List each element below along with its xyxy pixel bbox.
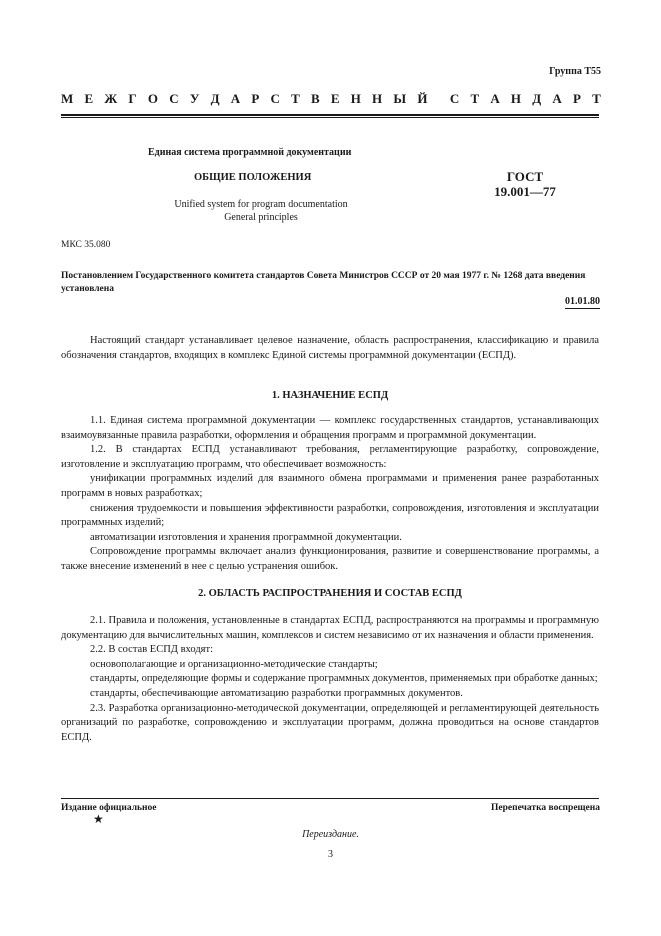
banner-letter: Н [350, 91, 361, 106]
official-edition: Издание официальное [61, 803, 157, 813]
banner-letter: Р [251, 91, 260, 106]
reissue-note: Переиздание. [302, 829, 359, 840]
interstate-standard-banner [61, 91, 601, 107]
section-1-body [61, 414, 599, 575]
english-title-line-2: General principles [224, 212, 298, 223]
section-2-body [61, 614, 599, 745]
english-title [160, 198, 362, 224]
banner-letter: М [61, 91, 74, 106]
list-item-automation: автоматизации изготовления и хранения программной документации. [90, 531, 402, 543]
english-title-line-1: Unified system for program documentation [174, 199, 348, 210]
banner-letter: Д [532, 91, 542, 106]
banner-letter: Р [573, 91, 581, 106]
list-item-forms: стандарты, определяющие формы и содержание программных документов, применяемых при обработке данных; [90, 673, 598, 685]
gost-label: ГОСТ [506, 169, 544, 184]
banner-letter: Н [372, 91, 383, 106]
gost-number: 19.001—77 [494, 184, 556, 199]
intro-text: Настоящий стандарт устанавливает целевое назначение, область распространения, классификацию и правила обозначения стандартов, входящих в комплекс Единой системы программной документации (ЕСПД). [61, 335, 599, 361]
paragraph-maintenance: Сопровождение программы включает анализ функционирования, развитие и совершенствование программы, а также внесение изменений в нее с целью устранения ошибок. [61, 546, 599, 572]
banner-letter: В [310, 91, 320, 106]
paragraph-2-3: 2.3. Разработка организационно-методической документации, определяющей и регламентирующей деятельность организаций по разработке, сопровождению и эксплуатации программ, должна проводиться на основе стандартов ЕСПД. [61, 702, 599, 743]
list-item-labor: снижения трудоемкости и повышения эффективности разработки, сопровождения, изготовления и эксплуатации программных изделий; [61, 502, 599, 529]
decree-text: Постановлением Государственного комитета стандартов Совета Министров СССР от 20 мая 1977 г. № 1268 дата введения установлена [61, 271, 586, 294]
banner-letter: А [230, 91, 241, 106]
list-item-fundamental: основополагающие и организационно-методические стандарты; [90, 658, 378, 670]
footer-rule [61, 798, 599, 799]
banner-letter: С [169, 91, 179, 106]
list-item-automation-standards: стандарты, обеспечивающие автоматизацию разработки программных документов. [90, 687, 463, 699]
banner-letter: С [449, 91, 460, 106]
banner-letter: Д [210, 91, 220, 106]
banner-letter: Й [417, 91, 428, 106]
intro-paragraph [61, 334, 599, 363]
effective-date: 01.01.80 [565, 296, 600, 307]
banner-letter: О [147, 91, 159, 106]
banner-letter: А [552, 91, 562, 106]
system-name: Единая система программной документации [148, 147, 352, 158]
section-1-heading: 1. НАЗНАЧЕНИЕ ЕСПД [271, 390, 389, 401]
banner-letter: Н [510, 91, 522, 106]
section-2-heading: 2. ОБЛАСТЬ РАСПРОСТРАНЕНИЯ И СОСТАВ ЕСПД [198, 588, 462, 599]
banner-letter: Е [330, 91, 340, 106]
header-rule-thin [61, 117, 599, 118]
document-title: ОБЩИЕ ПОЛОЖЕНИЯ [194, 172, 312, 183]
star-icon: ★ [93, 812, 104, 826]
banner-letter: Ж [104, 91, 118, 106]
banner-letter: Ы [393, 91, 407, 106]
paragraph-2-1: 2.1. Правила и положения, установленные в стандартах ЕСПД, распространяются на программы и программную документацию для вычислительных машин, комплексов и систем независимо от их назначения и области применения. [61, 615, 599, 641]
list-item-unification: унификации программных изделий для взаимного обмена программами и применения ранее разработанных программ в новых разработках; [61, 473, 599, 499]
reprint-prohibited: Перепечатка воспрещена [490, 803, 600, 813]
gost-designation [470, 169, 580, 199]
banner-letter: Г [128, 91, 137, 106]
banner-letter: У [189, 91, 200, 106]
header-rule-thick [61, 114, 599, 116]
paragraph-2-2: 2.2. В состав ЕСПД входят: [90, 644, 214, 656]
banner-letter: А [490, 91, 500, 106]
banner-letter: Е [84, 91, 94, 106]
banner-letter: С [270, 91, 280, 106]
mks-code: МКС 35.080 [61, 240, 111, 250]
banner-letters [61, 91, 601, 107]
page-number: 3 [328, 849, 333, 860]
group-code: Группа Т55 [549, 66, 601, 77]
banner-letter: Т [291, 91, 300, 106]
banner-letter: Т [592, 91, 601, 106]
paragraph-1-2: 1.2. В стандартах ЕСПД устанавливают требования, регламентирующие разработку, сопровождение, изготовление и эксплуатацию программ, что обеспечивает возможность: [61, 444, 599, 470]
banner-letter: Т [470, 91, 480, 106]
paragraph-1-1: 1.1. Единая система программной документации — комплекс государственных стандартов, устанавливающих взаимоувязанные правила разработки, оформления и обращения программ и программной документации. [61, 415, 599, 441]
